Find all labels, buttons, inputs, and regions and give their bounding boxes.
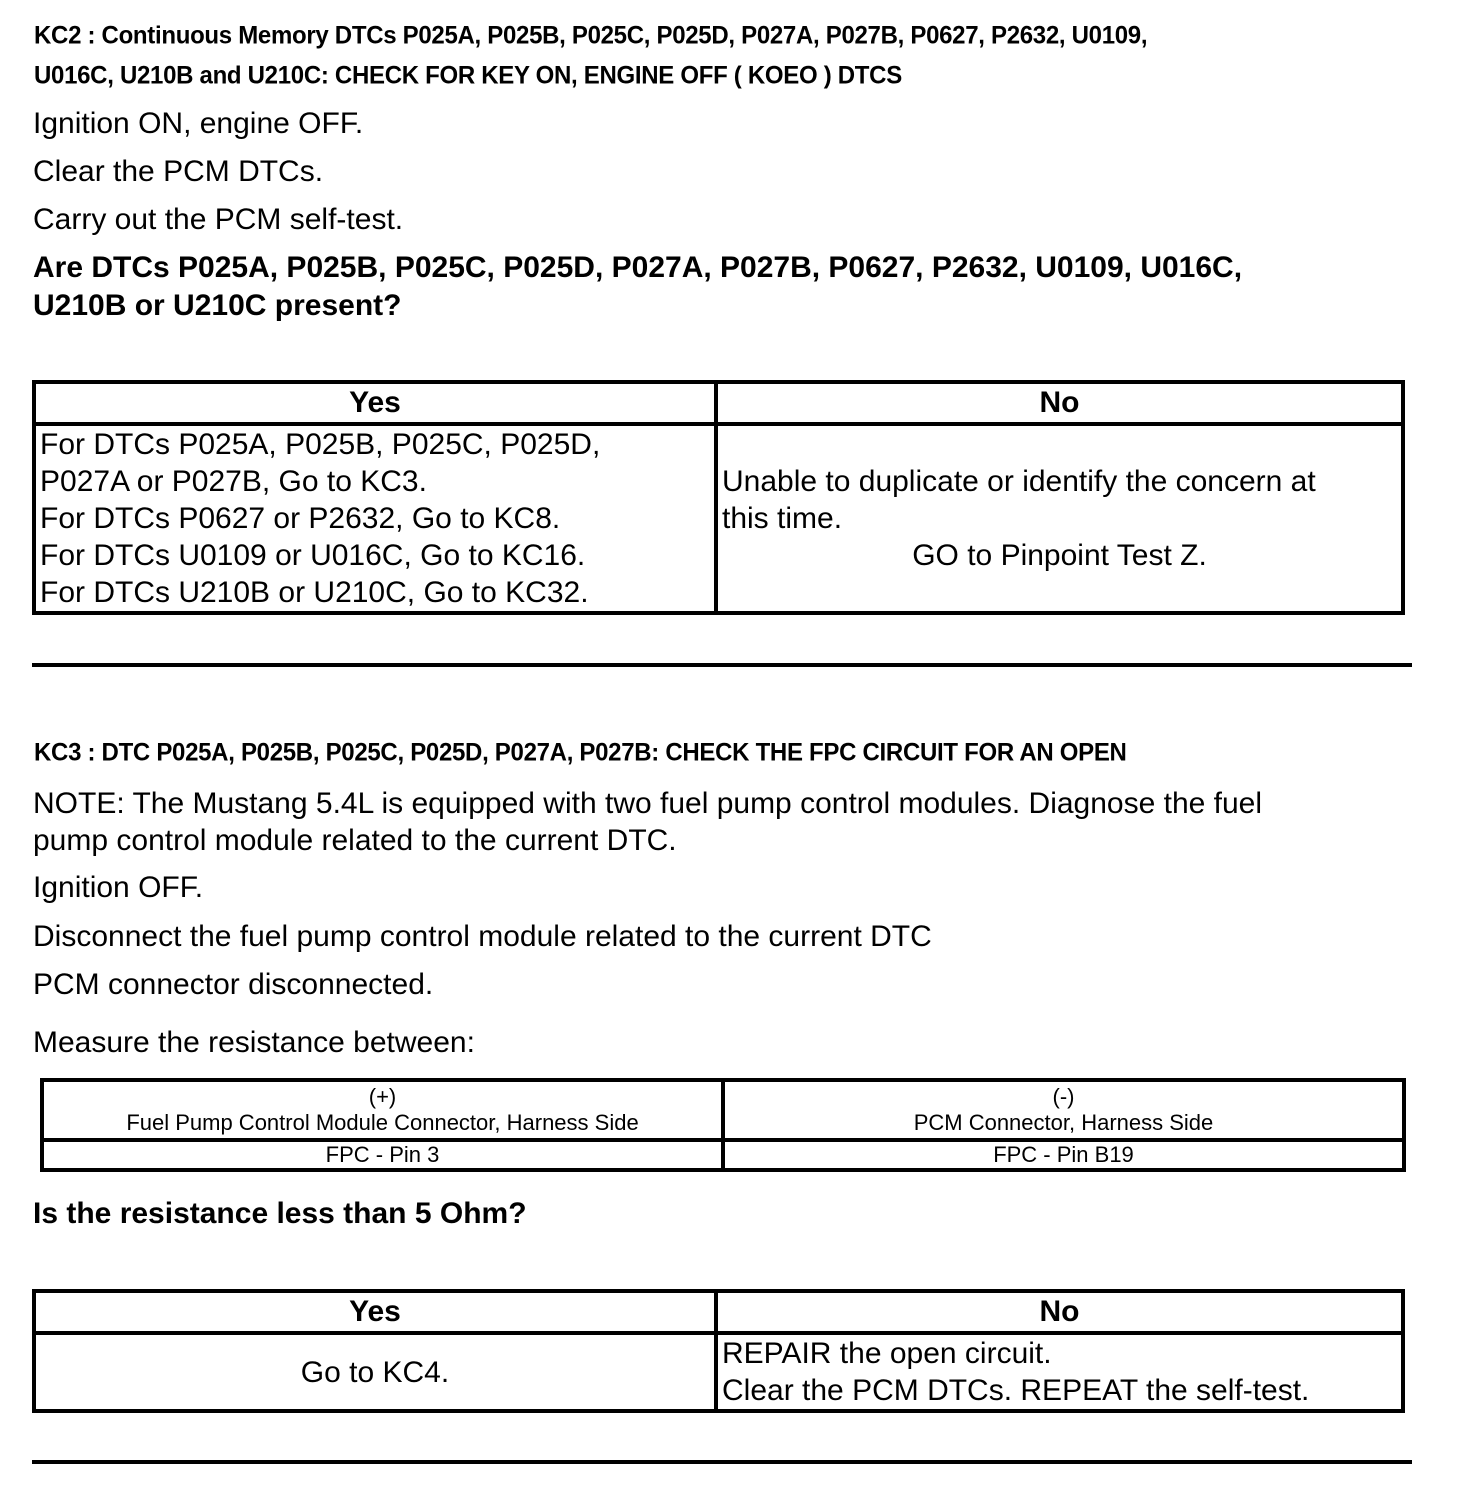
kc3-step-3: PCM connector disconnected. bbox=[33, 968, 434, 1001]
kc3-step-2: Disconnect the fuel pump control module related to the current DTC bbox=[33, 920, 932, 953]
kc2-heading-line1: KC2 : Continuous Memory DTCs P025A, P025B, P025C, P025D, P027A, P027B, P0627, P2632, U0109, bbox=[34, 21, 1148, 50]
section-divider bbox=[32, 1460, 1412, 1464]
kc3-yes-cell: Go to KC4. bbox=[34, 1333, 716, 1411]
kc2-heading-line2: U016C, U210B and U210C: CHECK FOR KEY ON, ENGINE OFF ( KOEO ) DTCS bbox=[34, 61, 902, 90]
kc2-heading bbox=[34, 16, 1147, 96]
kc2-question bbox=[33, 249, 1242, 325]
section-divider bbox=[32, 663, 1412, 667]
minus-connector-label: PCM Connector, Harness Side bbox=[913, 1110, 1214, 1135]
kc3-note-line1: NOTE: The Mustang 5.4L is equipped with two fuel pump control modules. Diagnose the fuel bbox=[33, 787, 1263, 820]
kc2-yes-line: For DTCs U0109 or U016C, Go to KC16. bbox=[40, 539, 586, 572]
kc2-yes-header: Yes bbox=[34, 382, 716, 424]
kc3-step-1: Ignition OFF. bbox=[33, 871, 204, 904]
kc2-no-line: Unable to duplicate or identify the concern at bbox=[722, 465, 1316, 498]
kc2-yes-line: For DTCs P025A, P025B, P025C, P025D, bbox=[40, 428, 601, 461]
kc3-measure-label: Measure the resistance between: bbox=[33, 1026, 475, 1059]
kc3-note-line2: pump control module related to the current DTC. bbox=[33, 824, 677, 857]
kc2-no-line: this time. bbox=[722, 502, 843, 535]
kc2-yes-line: P027A or P027B, Go to KC3. bbox=[40, 465, 427, 498]
kc3-result-table bbox=[32, 1289, 1405, 1413]
kc3-question: Is the resistance less than 5 Ohm? bbox=[33, 1197, 527, 1230]
kc2-yes-cell bbox=[34, 424, 716, 613]
kc2-no-cell bbox=[716, 424, 1403, 613]
kc2-yes-line: For DTCs U210B or U210C, Go to KC32. bbox=[40, 576, 589, 609]
kc3-note bbox=[33, 785, 1262, 859]
kc2-question-line1: Are DTCs P025A, P025B, P025C, P025D, P027A, P027B, P0627, P2632, U0109, U016C, bbox=[33, 251, 1243, 284]
kc3-no-line: Clear the PCM DTCs. REPEAT the self-test. bbox=[722, 1374, 1310, 1407]
kc2-no-header: No bbox=[716, 382, 1403, 424]
kc3-no-header: No bbox=[716, 1291, 1403, 1333]
measure-minus-header bbox=[723, 1080, 1404, 1140]
kc2-step-3: Carry out the PCM self-test. bbox=[33, 203, 404, 236]
kc3-measure-table bbox=[40, 1078, 1406, 1172]
kc3-yes-header: Yes bbox=[34, 1291, 716, 1333]
measure-plus-pin: FPC - Pin 3 bbox=[42, 1140, 723, 1170]
kc2-question-line2: U210B or U210C present? bbox=[33, 289, 402, 322]
kc3-no-line: REPAIR the open circuit. bbox=[722, 1337, 1052, 1370]
plus-connector-label: Fuel Pump Control Module Connector, Harness Side bbox=[126, 1110, 639, 1135]
kc2-result-table bbox=[32, 380, 1405, 615]
kc2-yes-line: For DTCs P0627 or P2632, Go to KC8. bbox=[40, 502, 561, 535]
kc2-step-1: Ignition ON, engine OFF. bbox=[33, 107, 364, 140]
measure-plus-header bbox=[42, 1080, 723, 1140]
kc2-step-2: Clear the PCM DTCs. bbox=[33, 155, 324, 188]
kc2-no-action-link: GO to Pinpoint Test Z. bbox=[912, 539, 1207, 572]
plus-symbol: (+) bbox=[368, 1084, 397, 1109]
kc3-no-cell bbox=[716, 1333, 1403, 1411]
measure-minus-pin: FPC - Pin B19 bbox=[723, 1140, 1404, 1170]
minus-symbol: (-) bbox=[1052, 1084, 1075, 1109]
kc3-heading: KC3 : DTC P025A, P025B, P025C, P025D, P027A, P027B: CHECK THE FPC CIRCUIT FOR AN OPEN bbox=[34, 738, 1127, 767]
